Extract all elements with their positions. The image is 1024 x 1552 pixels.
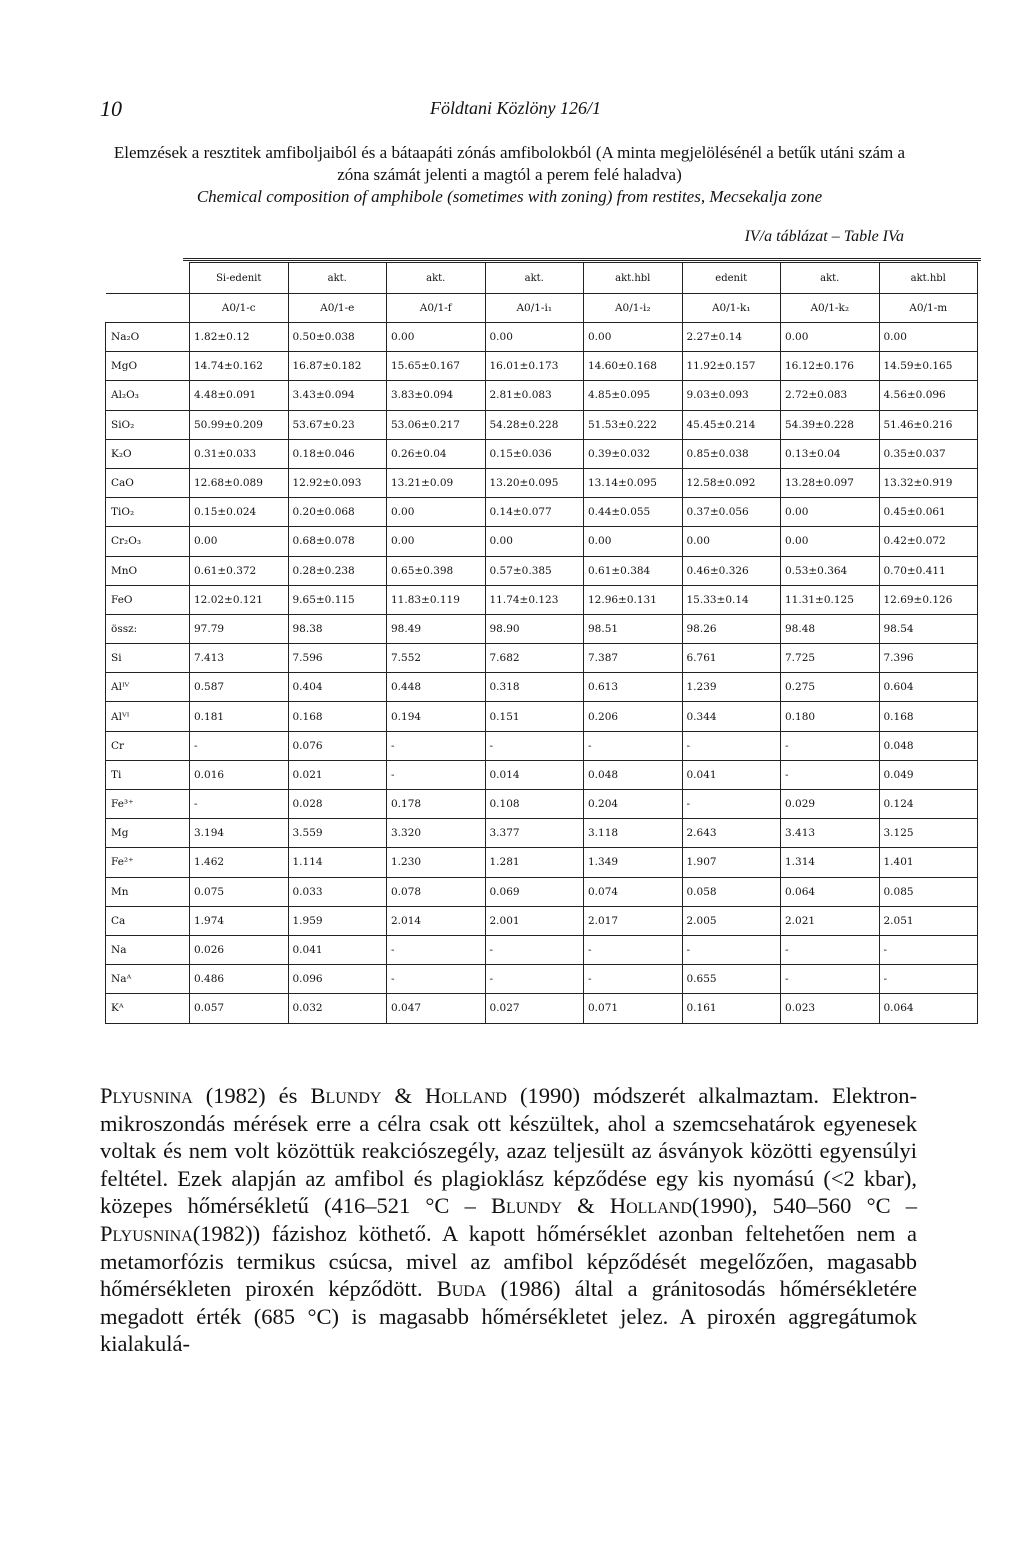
- value-cell: 0.180: [781, 702, 880, 731]
- header-row-sample: [106, 294, 978, 323]
- value-cell: 0.027: [485, 994, 584, 1023]
- value-cell: 98.26: [682, 614, 781, 643]
- sample-id-cell: A0/1-f: [387, 294, 486, 323]
- mineral-type-cell: akt.: [781, 263, 880, 294]
- value-cell: 1.401: [879, 848, 978, 877]
- table-row: [106, 410, 978, 439]
- value-cell: 12.02±0.121: [190, 585, 289, 614]
- value-cell: 0.275: [781, 673, 880, 702]
- body-paragraph: [100, 1082, 917, 1358]
- value-cell: 0.194: [387, 702, 486, 731]
- value-cell: 0.00: [781, 527, 880, 556]
- value-cell: 0.46±0.326: [682, 556, 781, 585]
- table-row: [106, 877, 978, 906]
- row-label: K₂O: [106, 439, 190, 468]
- value-cell: 0.486: [190, 965, 289, 994]
- value-cell: 0.53±0.364: [781, 556, 880, 585]
- citation-author: Plyusnina: [100, 1220, 193, 1246]
- table-row: [106, 439, 978, 468]
- value-cell: 0.057: [190, 994, 289, 1023]
- table-row: [106, 906, 978, 935]
- value-cell: 0.023: [781, 994, 880, 1023]
- value-cell: 2.014: [387, 906, 486, 935]
- row-label: Si: [106, 644, 190, 673]
- table-caption: [100, 142, 919, 208]
- value-cell: 0.404: [288, 673, 387, 702]
- value-cell: 0.65±0.398: [387, 556, 486, 585]
- value-cell: 53.06±0.217: [387, 410, 486, 439]
- row-label: Alⱽᴵ: [106, 702, 190, 731]
- mineral-type-cell: akt.hbl: [584, 263, 683, 294]
- value-cell: 15.65±0.167: [387, 352, 486, 381]
- row-label: Mg: [106, 819, 190, 848]
- citation-author: Buda: [436, 1276, 487, 1302]
- mineral-type-cell: Si-edenit: [190, 263, 289, 294]
- table-row: [106, 585, 978, 614]
- value-cell: 1.959: [288, 906, 387, 935]
- value-cell: 0.033: [288, 877, 387, 906]
- value-cell: 0.31±0.033: [190, 439, 289, 468]
- value-cell: 2.021: [781, 906, 880, 935]
- value-cell: 11.92±0.157: [682, 352, 781, 381]
- value-cell: 0.448: [387, 673, 486, 702]
- text-run: (1990) módszerét alkalmaztam. Elektron-mikroszondás mérések erre a célra csak ott készültek, ahol a szemcsehatárok egyenesek voltak és nem volt közöttük reakciószegély, azaz teljesült az ásványok közötti egyensúlyi feltétel. Ezek alapján az amfibol és plagioklász képződése egy kis nyomású (<2 kbar), közepes hőmérsékletű (416–521 °C –: [100, 1083, 917, 1219]
- value-cell: 0.064: [781, 877, 880, 906]
- value-cell: 0.57±0.385: [485, 556, 584, 585]
- value-cell: -: [387, 760, 486, 789]
- value-cell: 0.041: [288, 935, 387, 964]
- sample-id-cell: A0/1-i₁: [485, 294, 584, 323]
- value-cell: 7.387: [584, 644, 683, 673]
- table-row: [106, 468, 978, 497]
- row-label: Na₂O: [106, 323, 190, 352]
- value-cell: 7.396: [879, 644, 978, 673]
- table-row: [106, 760, 978, 789]
- value-cell: -: [584, 965, 683, 994]
- row-label: össz:: [106, 614, 190, 643]
- value-cell: 12.92±0.093: [288, 468, 387, 497]
- value-cell: -: [485, 731, 584, 760]
- value-cell: 7.682: [485, 644, 584, 673]
- value-cell: 0.39±0.032: [584, 439, 683, 468]
- value-cell: 0.078: [387, 877, 486, 906]
- sample-id-cell: A0/1-k₁: [682, 294, 781, 323]
- mineral-type-cell: akt.hbl: [879, 263, 978, 294]
- value-cell: 7.413: [190, 644, 289, 673]
- value-cell: 14.59±0.165: [879, 352, 978, 381]
- value-cell: 53.67±0.23: [288, 410, 387, 439]
- row-label: Al₂O₃: [106, 381, 190, 410]
- value-cell: 0.151: [485, 702, 584, 731]
- value-cell: 3.83±0.094: [387, 381, 486, 410]
- table-row: [106, 994, 978, 1023]
- value-cell: 2.72±0.083: [781, 381, 880, 410]
- value-cell: 0.048: [584, 760, 683, 789]
- row-label: FeO: [106, 585, 190, 614]
- sample-id-cell: A0/1-i₂: [584, 294, 683, 323]
- value-cell: 0.096: [288, 965, 387, 994]
- table-row: [106, 673, 978, 702]
- value-cell: 9.65±0.115: [288, 585, 387, 614]
- value-cell: 2.27±0.14: [682, 323, 781, 352]
- value-cell: 97.79: [190, 614, 289, 643]
- value-cell: -: [682, 790, 781, 819]
- value-cell: 0.014: [485, 760, 584, 789]
- value-cell: 0.00: [781, 323, 880, 352]
- citation-author: Holland: [424, 1083, 507, 1108]
- paragraph-1: [100, 1082, 917, 1358]
- row-label: MnO: [106, 556, 190, 585]
- value-cell: 98.90: [485, 614, 584, 643]
- value-cell: 1.349: [584, 848, 683, 877]
- value-cell: 11.74±0.123: [485, 585, 584, 614]
- value-cell: 51.53±0.222: [584, 410, 683, 439]
- value-cell: -: [584, 935, 683, 964]
- value-cell: 0.074: [584, 877, 683, 906]
- row-label: TiO₂: [106, 498, 190, 527]
- value-cell: 0.00: [682, 527, 781, 556]
- table-row: [106, 965, 978, 994]
- value-cell: 4.56±0.096: [879, 381, 978, 410]
- row-label: MgO: [106, 352, 190, 381]
- table-row: [106, 731, 978, 760]
- row-label: Naᴬ: [106, 965, 190, 994]
- value-cell: 0.028: [288, 790, 387, 819]
- table-row: [106, 352, 978, 381]
- table-row: [106, 556, 978, 585]
- corner-cell: [106, 294, 190, 323]
- value-cell: 54.28±0.228: [485, 410, 584, 439]
- sample-id-cell: A0/1-e: [288, 294, 387, 323]
- value-cell: -: [781, 731, 880, 760]
- value-cell: 98.48: [781, 614, 880, 643]
- row-label: Mn: [106, 877, 190, 906]
- value-cell: 0.204: [584, 790, 683, 819]
- value-cell: 13.32±0.919: [879, 468, 978, 497]
- row-label: Fe²⁺: [106, 848, 190, 877]
- value-cell: 0.655: [682, 965, 781, 994]
- value-cell: 3.559: [288, 819, 387, 848]
- value-cell: 1.462: [190, 848, 289, 877]
- value-cell: 0.20±0.068: [288, 498, 387, 527]
- row-label: SiO₂: [106, 410, 190, 439]
- text-run: &: [562, 1193, 610, 1219]
- value-cell: -: [879, 935, 978, 964]
- value-cell: 14.74±0.162: [190, 352, 289, 381]
- table-row: [106, 527, 978, 556]
- value-cell: 16.12±0.176: [781, 352, 880, 381]
- mineral-type-cell: akt.: [485, 263, 584, 294]
- value-cell: 0.14±0.077: [485, 498, 584, 527]
- value-cell: 0.613: [584, 673, 683, 702]
- value-cell: 0.45±0.061: [879, 498, 978, 527]
- value-cell: 0.206: [584, 702, 683, 731]
- value-cell: 0.064: [879, 994, 978, 1023]
- table-row: [106, 498, 978, 527]
- value-cell: 3.413: [781, 819, 880, 848]
- value-cell: 2.81±0.083: [485, 381, 584, 410]
- value-cell: -: [387, 965, 486, 994]
- value-cell: 0.61±0.384: [584, 556, 683, 585]
- row-label: Fe³⁺: [106, 790, 190, 819]
- value-cell: 0.00: [584, 527, 683, 556]
- value-cell: 1.114: [288, 848, 387, 877]
- value-cell: 0.021: [288, 760, 387, 789]
- value-cell: 3.377: [485, 819, 584, 848]
- mineral-type-cell: akt.: [288, 263, 387, 294]
- value-cell: 16.01±0.173: [485, 352, 584, 381]
- value-cell: 3.125: [879, 819, 978, 848]
- value-cell: 1.82±0.12: [190, 323, 289, 352]
- value-cell: 13.14±0.095: [584, 468, 683, 497]
- value-cell: 0.604: [879, 673, 978, 702]
- value-cell: 51.46±0.216: [879, 410, 978, 439]
- value-cell: -: [485, 965, 584, 994]
- composition-table-wrapper: [105, 262, 977, 1024]
- value-cell: 0.18±0.046: [288, 439, 387, 468]
- value-cell: 1.974: [190, 906, 289, 935]
- value-cell: 0.076: [288, 731, 387, 760]
- value-cell: 3.194: [190, 819, 289, 848]
- value-cell: 7.596: [288, 644, 387, 673]
- value-cell: 0.048: [879, 731, 978, 760]
- value-cell: 0.00: [387, 527, 486, 556]
- value-cell: 0.44±0.055: [584, 498, 683, 527]
- table-row: [106, 614, 978, 643]
- value-cell: 11.31±0.125: [781, 585, 880, 614]
- page-number: 10: [100, 96, 122, 121]
- value-cell: 13.20±0.095: [485, 468, 584, 497]
- value-cell: -: [387, 935, 486, 964]
- value-cell: 6.761: [682, 644, 781, 673]
- row-label: Cr₂O₃: [106, 527, 190, 556]
- value-cell: 15.33±0.14: [682, 585, 781, 614]
- value-cell: 7.552: [387, 644, 486, 673]
- value-cell: 2.005: [682, 906, 781, 935]
- row-label: Na: [106, 935, 190, 964]
- value-cell: 0.85±0.038: [682, 439, 781, 468]
- value-cell: 98.51: [584, 614, 683, 643]
- value-cell: 0.15±0.036: [485, 439, 584, 468]
- value-cell: 98.54: [879, 614, 978, 643]
- row-label: Ca: [106, 906, 190, 935]
- value-cell: 2.001: [485, 906, 584, 935]
- value-cell: 0.032: [288, 994, 387, 1023]
- value-cell: 4.85±0.095: [584, 381, 683, 410]
- value-cell: 1.281: [485, 848, 584, 877]
- row-label: CaO: [106, 468, 190, 497]
- mineral-type-cell: edenit: [682, 263, 781, 294]
- value-cell: 0.61±0.372: [190, 556, 289, 585]
- value-cell: 4.48±0.091: [190, 381, 289, 410]
- row-label: Alᴵⱽ: [106, 673, 190, 702]
- value-cell: 0.318: [485, 673, 584, 702]
- value-cell: 0.161: [682, 994, 781, 1023]
- table-label: IV/a táblázat – Table IVa: [744, 228, 904, 245]
- value-cell: 0.344: [682, 702, 781, 731]
- value-cell: 1.314: [781, 848, 880, 877]
- value-cell: 0.069: [485, 877, 584, 906]
- corner-cell: [106, 263, 190, 294]
- value-cell: 0.37±0.056: [682, 498, 781, 527]
- value-cell: 50.99±0.209: [190, 410, 289, 439]
- value-cell: 0.26±0.04: [387, 439, 486, 468]
- value-cell: 98.38: [288, 614, 387, 643]
- value-cell: 0.68±0.078: [288, 527, 387, 556]
- row-label: Kᴬ: [106, 994, 190, 1023]
- value-cell: 0.178: [387, 790, 486, 819]
- mineral-type-cell: akt.: [387, 263, 486, 294]
- value-cell: -: [584, 731, 683, 760]
- text-run: (1982)) fázishoz köthető. A kapott hőmérséklet azonban feltehetően nem a metamorfózis termikus csúcsa, mivel az amfibol képződését megelőzően, magasabb hőmérsékleten piroxén képződött.: [100, 1220, 917, 1302]
- value-cell: 45.45±0.214: [682, 410, 781, 439]
- text-run: (1986) által a gránitosodás hőmérsékletére megadott érték (685 °C) is magasabb hőmérsékletet jelez. A piroxén aggregátumok kialakulá-: [100, 1276, 918, 1357]
- text-run: (1982) és: [192, 1083, 311, 1108]
- value-cell: 0.00: [781, 498, 880, 527]
- sample-id-cell: A0/1-m: [879, 294, 978, 323]
- value-cell: -: [682, 731, 781, 760]
- value-cell: 12.96±0.131: [584, 585, 683, 614]
- value-cell: -: [879, 965, 978, 994]
- table-row: [106, 644, 978, 673]
- value-cell: 0.00: [584, 323, 683, 352]
- value-cell: 0.029: [781, 790, 880, 819]
- table-row: [106, 323, 978, 352]
- value-cell: 0.058: [682, 877, 781, 906]
- value-cell: 0.00: [387, 498, 486, 527]
- value-cell: 12.58±0.092: [682, 468, 781, 497]
- table-row: [106, 381, 978, 410]
- text-run: (1990), 540–560 °C –: [691, 1193, 917, 1219]
- value-cell: 0.00: [190, 527, 289, 556]
- value-cell: 2.643: [682, 819, 781, 848]
- value-cell: 0.075: [190, 877, 289, 906]
- value-cell: 1.239: [682, 673, 781, 702]
- value-cell: -: [682, 935, 781, 964]
- value-cell: 2.017: [584, 906, 683, 935]
- citation-author: Holland: [609, 1193, 692, 1219]
- value-cell: 2.051: [879, 906, 978, 935]
- value-cell: 13.21±0.09: [387, 468, 486, 497]
- value-cell: 0.124: [879, 790, 978, 819]
- value-cell: -: [190, 790, 289, 819]
- text-run: &: [381, 1083, 425, 1108]
- value-cell: 0.70±0.411: [879, 556, 978, 585]
- value-cell: 0.047: [387, 994, 486, 1023]
- caption-english: Chemical composition of amphibole (sometimes with zoning) from restites, Mecsekalja zone: [196, 187, 823, 206]
- value-cell: 3.43±0.094: [288, 381, 387, 410]
- value-cell: 0.085: [879, 877, 978, 906]
- value-cell: 0.026: [190, 935, 289, 964]
- value-cell: 0.071: [584, 994, 683, 1023]
- citation-author: Blundy: [491, 1193, 563, 1219]
- caption-hungarian: Elemzések a resztitek amfiboljaiból és a bátaapáti zónás amfibolokból (A minta megjelölésénél a betűk utáni szám a zóna számát jelenti a magtól a perem felé haladva): [113, 143, 906, 184]
- value-cell: 0.15±0.024: [190, 498, 289, 527]
- table-row: [106, 848, 978, 877]
- row-label: Cr: [106, 731, 190, 760]
- value-cell: 54.39±0.228: [781, 410, 880, 439]
- table-row: [106, 819, 978, 848]
- value-cell: 3.118: [584, 819, 683, 848]
- value-cell: 0.28±0.238: [288, 556, 387, 585]
- row-label: Ti: [106, 760, 190, 789]
- value-cell: 0.42±0.072: [879, 527, 978, 556]
- value-cell: -: [781, 935, 880, 964]
- citation-author: Blundy: [310, 1083, 382, 1108]
- value-cell: 0.181: [190, 702, 289, 731]
- value-cell: -: [781, 965, 880, 994]
- value-cell: 0.016: [190, 760, 289, 789]
- table-row: [106, 790, 978, 819]
- value-cell: 0.00: [485, 527, 584, 556]
- header-row-mineral: [106, 263, 978, 294]
- page-header: [100, 96, 919, 126]
- value-cell: -: [190, 731, 289, 760]
- value-cell: 7.725: [781, 644, 880, 673]
- value-cell: 16.87±0.182: [288, 352, 387, 381]
- value-cell: 3.320: [387, 819, 486, 848]
- value-cell: 12.69±0.126: [879, 585, 978, 614]
- value-cell: 0.587: [190, 673, 289, 702]
- value-cell: 0.50±0.038: [288, 323, 387, 352]
- citation-author: Plyusnina: [100, 1083, 193, 1108]
- value-cell: 0.00: [485, 323, 584, 352]
- value-cell: 14.60±0.168: [584, 352, 683, 381]
- value-cell: 0.00: [387, 323, 486, 352]
- value-cell: 0.00: [879, 323, 978, 352]
- value-cell: 0.168: [288, 702, 387, 731]
- value-cell: 1.907: [682, 848, 781, 877]
- sample-id-cell: A0/1-c: [190, 294, 289, 323]
- value-cell: -: [485, 935, 584, 964]
- value-cell: 1.230: [387, 848, 486, 877]
- composition-table: [105, 262, 978, 1024]
- value-cell: 0.168: [879, 702, 978, 731]
- value-cell: 98.49: [387, 614, 486, 643]
- sample-id-cell: A0/1-k₂: [781, 294, 880, 323]
- value-cell: 0.041: [682, 760, 781, 789]
- value-cell: 9.03±0.093: [682, 381, 781, 410]
- value-cell: 0.13±0.04: [781, 439, 880, 468]
- table-row: [106, 702, 978, 731]
- table-row: [106, 935, 978, 964]
- value-cell: 11.83±0.119: [387, 585, 486, 614]
- journal-title: Földtani Közlöny 126/1: [430, 98, 601, 118]
- value-cell: 13.28±0.097: [781, 468, 880, 497]
- value-cell: 12.68±0.089: [190, 468, 289, 497]
- value-cell: 0.35±0.037: [879, 439, 978, 468]
- value-cell: -: [781, 760, 880, 789]
- value-cell: 0.049: [879, 760, 978, 789]
- value-cell: -: [387, 731, 486, 760]
- value-cell: 0.108: [485, 790, 584, 819]
